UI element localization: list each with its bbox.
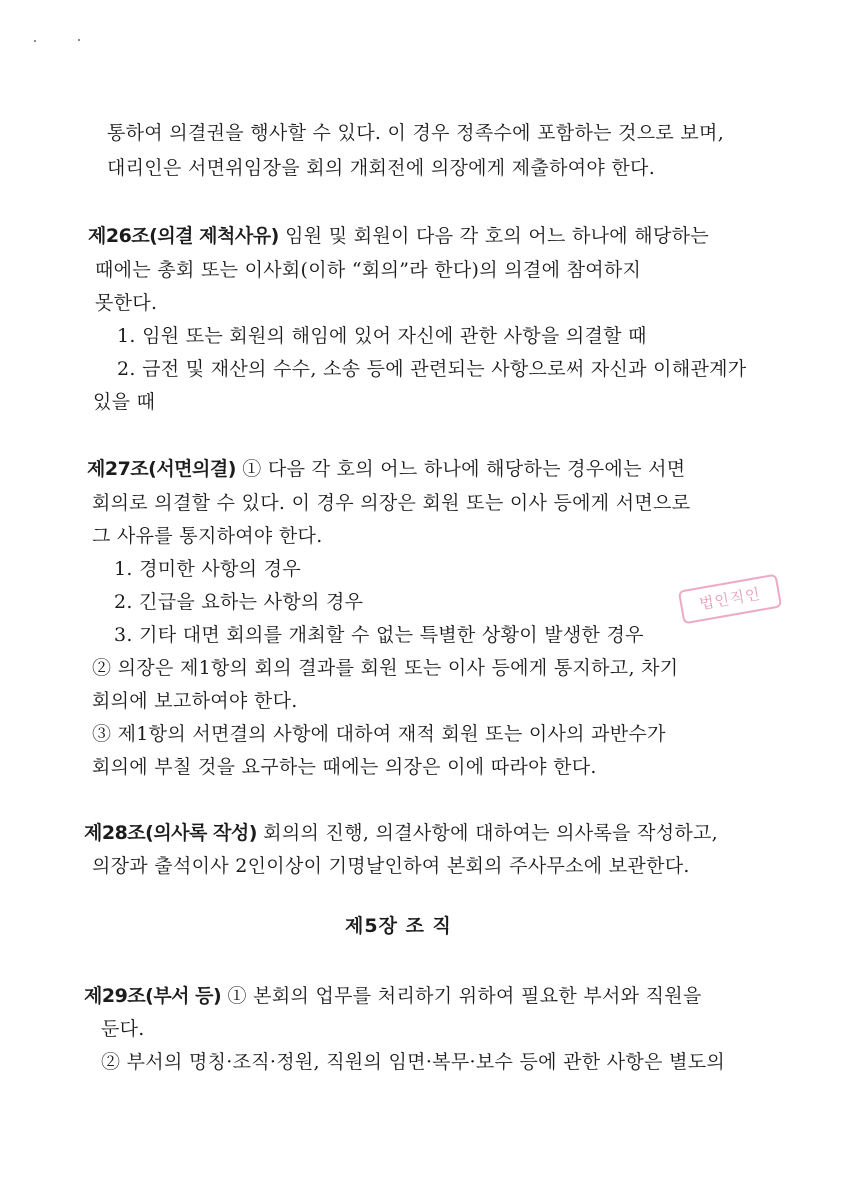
article-27-para-3-line-2: 회의에 부칠 것을 요구하는 때에는 의장은 이에 따라야 한다. [92,756,597,778]
article-27-item-1: 1. 경미한 사항의 경우 [114,558,301,580]
article-27-item-3: 3. 기타 대면 회의를 개최할 수 없는 특별한 상황이 발생한 경우 [114,624,644,646]
scan-speck [78,39,80,41]
article-27-line-3: 그 사유를 통지하여야 한다. [92,525,323,547]
intro-line-1: 통하여 의결권을 행사할 수 있다. 이 경우 정족수에 포함하는 것으로 보며, [107,122,725,144]
article-29-line-1 [84,983,702,1009]
intro-line-2: 대리인은 서면위임장을 회의 개회전에 의장에게 제출하여야 한다. [107,157,656,179]
article-27-para-2-line-2: 회의에 보고하여야 한다. [92,690,298,712]
article-26-line-2: 때에는 총회 또는 이사회(이하 “회의”라 한다)의 의결에 참여하지 [95,259,642,281]
article-26-line-3: 못한다. [95,292,158,314]
article-27-heading: 제27조(서면의결) [87,458,236,480]
scan-speck [34,40,36,42]
article-27-line-1 [87,456,685,482]
article-29-para-2-line-1: ② 부서의 명칭·조직·정원, 직원의 임면·복무·보수 등에 관한 사항은 별도의 [101,1051,726,1073]
article-27-para-3-line-1: ③ 제1항의 서면결의 사항에 대하여 재적 회원 또는 이사의 과반수가 [92,723,666,745]
article-29-heading: 제29조(부서 등) [84,985,222,1007]
article-26-line-1 [88,223,709,249]
article-26-item-2-cont: 있을 때 [93,391,156,413]
article-28-text: 회의의 진행, 의결사항에 대하여는 의사록을 작성하고, [256,822,719,844]
article-27-line-2: 회의로 의결할 수 있다. 이 경우 의장은 회원 또는 이사 등에게 서면으로 [92,492,691,514]
article-26-text: 임원 및 회원이 다음 각 호의 어느 하나에 해당하는 [278,225,709,247]
article-27-para-2-line-1: ② 의장은 제1항의 회의 결과를 회원 또는 이사 등에게 통지하고, 차기 [92,657,679,679]
article-28-heading: 제28조(의사록 작성) [84,822,257,844]
seal-stamp [678,574,782,625]
article-29-text: ① 본회의 업무를 처리하기 위하여 필요한 부서와 직원을 [221,985,702,1007]
article-26-item-1: 1. 임원 또는 회원의 해임에 있어 자신에 관한 사항을 의결할 때 [117,325,647,347]
article-28-line-1 [84,820,718,846]
chapter-title: 제5장 조 직 [345,915,452,937]
article-27-item-2: 2. 긴급을 요하는 사항의 경우 [114,591,364,613]
article-26-item-2: 2. 금전 및 재산의 수수, 소송 등에 관련되는 사항으로써 자신과 이해관계가 [117,358,747,380]
article-29-line-2: 둔다. [101,1018,145,1040]
article-27-text: ① 다음 각 호의 어느 하나에 해당하는 경우에는 서면 [235,458,686,480]
article-28-line-2: 의장과 출석이사 2인이상이 기명날인하여 본회의 주사무소에 보관한다. [92,855,690,877]
seal-stamp-text: 법인직인 [697,584,763,614]
article-26-heading: 제26조(의결 제척사유) [88,225,279,247]
